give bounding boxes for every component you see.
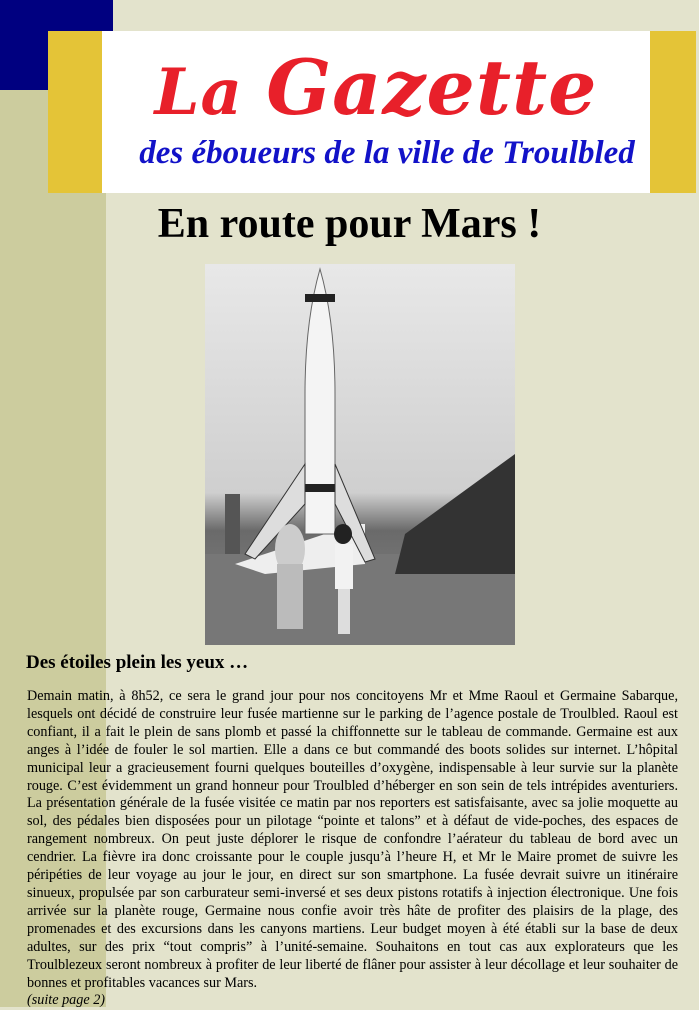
title-main: Gazette — [266, 43, 598, 132]
rocket-photo — [205, 264, 515, 645]
continuation-note: (suite page 2) — [27, 992, 106, 1009]
masthead-title — [102, 43, 650, 132]
title-prefix: La — [154, 55, 243, 130]
article-subheading: Des étoiles plein les yeux … — [26, 652, 249, 673]
headline: En route pour Mars ! — [157, 201, 542, 247]
rocket-illustration-icon — [205, 264, 515, 645]
masthead-subtitle: des éboueurs de la ville de Troulbled — [139, 135, 635, 171]
article-text: Demain matin, à 8h52, ce sera le grand jour pour nos concitoyens Mr et Mme Raoul et Germaine Sabarque, lesquels ont décidé de construire leur fusée martienne sur le parking de l’agence postale de Troulbled. Raoul est confiant, il a fait le plein de sans plomb et passé la chiffonnette sur le tableau de commande. Germaine est aux anges à l’idée de fouler le sol martien. Elle a dans ce but commandé des boots solides sur internet. L’hôpital municipal leur a gracieusement fourni quelques bouteilles d’oxygène, indispensable à leur survie sur la planète rouge. C’est évidemment un grand honneur pour Troulbled d’héberger en son sein de tels intrépides aventuriers. La présentation générale de la fusée visitée ce matin par nos reporters est satisfaisante, avec sa jolie moquette au sol, des pédales bien disposées pour un pilotage “pointe et talons” et à défaut de vide-poches, des espaces de rangement nombreux. On peut juste déplorer le risque de confondre l’aérateur du tableau de bord avec un cendrier. La fièvre ira donc croissante pour le couple jusqu’à l’heure H, et Mr le Maire promet de suivre les péripéties de leur voyage au jour le jour, en direct sur son smartphone. La fusée devrait suivre un itinéraire sinueux, propulsée par son carburateur semi-inversé et ses deux pistons rotatifs à injection électronique. Une fois arrivée sur la planète rouge, Germaine nous confie avoir très hâte de profiter des plaisirs de la plage, des promenades et des excursions dans les canyons martiens. Leur budget moyen à été établi sur la base de deux adultes, sur des prix “tout compris” à l’unité-semaine. Souhaitons en tout cas aux explorateurs que les Troulblezeux seront nombreux à profiter de leur liberté de flâner pour assister à leur décollage et leur souhaiter de bonnes et profitables vacances sur Mars. — [27, 688, 678, 991]
article-body — [27, 688, 678, 1010]
masthead-banner — [48, 31, 696, 193]
masthead-panel — [102, 31, 650, 193]
